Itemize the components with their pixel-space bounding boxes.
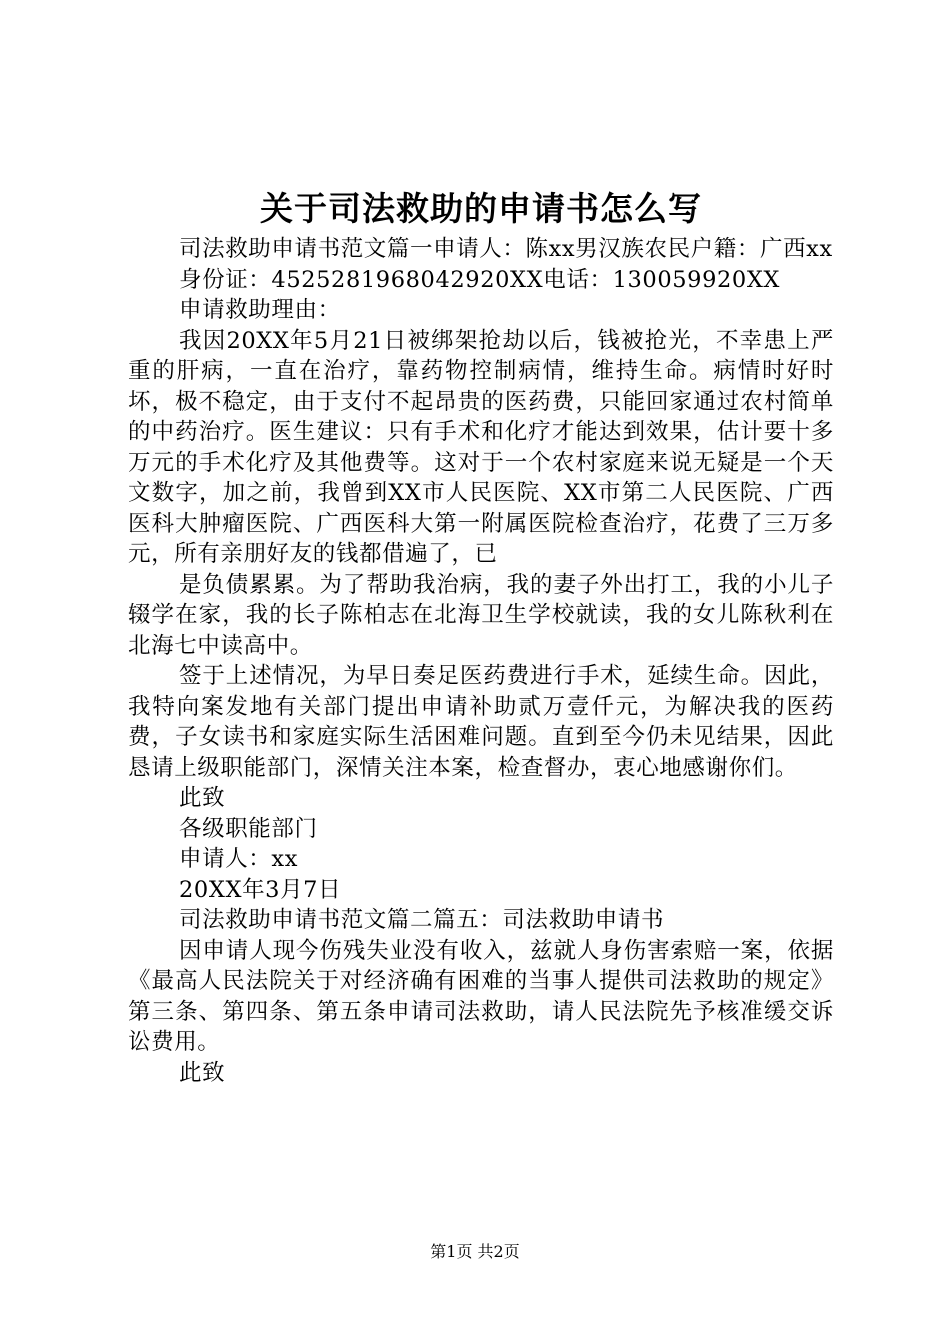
paragraph: 此致 xyxy=(179,1059,226,1086)
paragraph: 身份证：4525281968042920XX电话：130059920XX xyxy=(179,266,781,293)
paragraph: 司法救助申请书范文篇一申请人：陈xx男汉族农民户籍：广西xx xyxy=(179,236,833,262)
paragraph: 申请救助理由： xyxy=(179,297,341,323)
paragraph: 签于上述情况，为早日奏足医药费进行手术，延续生命。因此，我特向案发地有关部门提出申请补助贰万壹仟元，为解决我的医药费，子女读书和家庭实际生活困难问题。直到至今仍未见结果，因此恳请上级职能部门，深情关注本案，检查督办，衷心地感谢你们。 xyxy=(128,663,834,781)
paragraph: 我因20XX年5月21日被绑架抢劫以后，钱被抢光，不幸患上严重的肝病，一直在治疗，靠药物控制病情，维持生命。病情时好时坏，极不稳定，由于支付不起昂贵的医药费，只能回家通过农村简单的中药治疗。医生建议：只有手术和化疗才能达到效果，估计要十多万元的手术化疗及其他费等。这对于一个农村家庭来说无疑是一个天文数字，加之前，我曾到XX市人民医院、XX市第二人民医院、广西医科大肿瘤医院、广西医科大第一附属医院检查治疗，花费了三万多元，所有亲朋好友的钱都借遍了，已 xyxy=(128,327,834,567)
paragraph: 此致 xyxy=(179,785,226,811)
paragraph: 是负债累累。为了帮助我治病，我的妻子外出打工，我的小儿子辍学在家，我的长子陈柏志在北海卫生学校就读，我的女儿陈秋利在北海七中读高中。 xyxy=(128,571,834,659)
document-title: 关于司法救助的申请书怎么写 xyxy=(260,189,702,228)
paragraph: 申请人：xx xyxy=(179,846,298,872)
paragraph: 各级职能部门 xyxy=(179,815,318,842)
document-body xyxy=(128,234,834,1088)
paragraph: 司法救助申请书范文篇二篇五：司法救助申请书 xyxy=(179,907,665,933)
paragraph: 20XX年3月7日 xyxy=(179,876,342,903)
paragraph: 因申请人现今伤残失业没有收入，兹就人身伤害索赔一案，依据《最高人民法院关于对经济确有困难的当事人提供司法救助的规定》第三条、第四条、第五条申请司法救助，请人民法院先予核准缓交诉讼费用。 xyxy=(128,937,834,1055)
document-page xyxy=(128,0,834,1344)
page-footer: 第1页 共2页 xyxy=(430,1242,520,1261)
